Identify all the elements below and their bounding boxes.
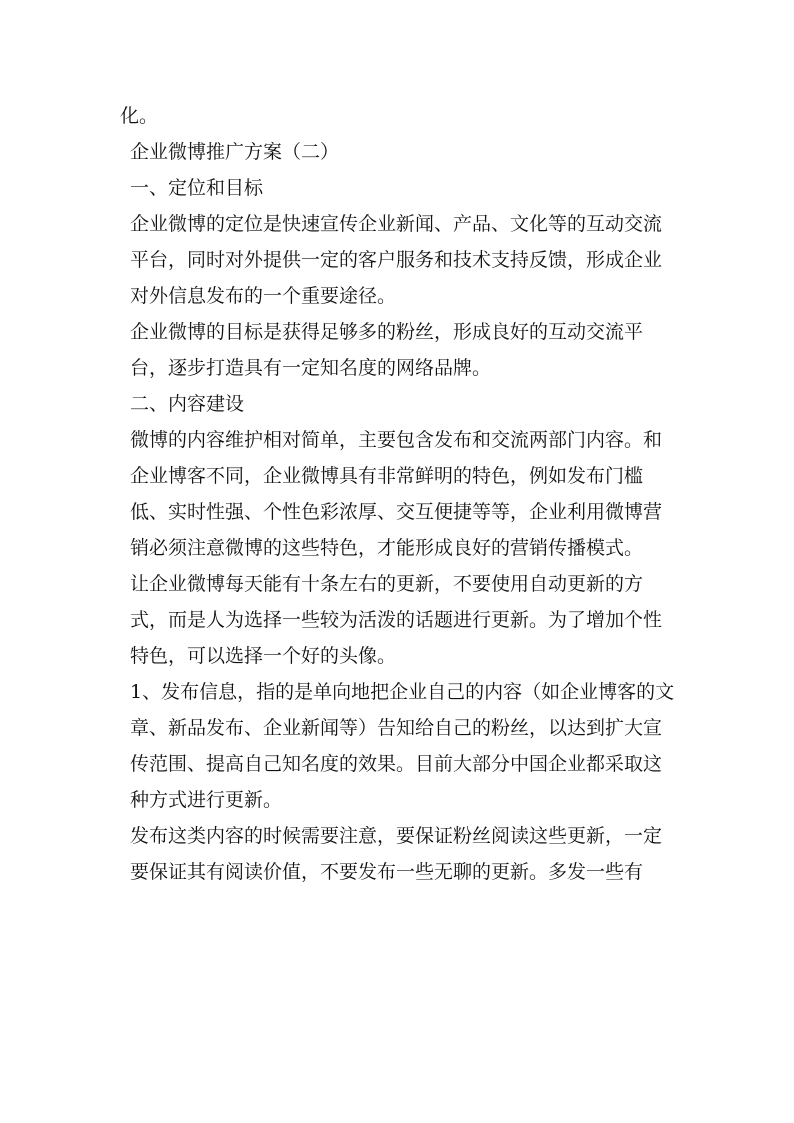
paragraph-goal: 企业微博的目标是获得足够多的粉丝，形成良好的互动交流平台，逐步打造具有一定知名度的网络品牌。 — [130, 321, 644, 379]
paragraph-publish-notes: 发布这类内容的时候需要注意，要保证粉丝阅读这些更新，一定要保证其有阅读价值，不要发布一些无聊的更新。多发一些有 — [130, 825, 663, 883]
paragraph-continuation: 化。 — [120, 105, 159, 127]
section-heading-content: 二、内容建设 — [130, 393, 245, 415]
document-body — [120, 98, 680, 890]
section-heading-plan: 企业微博推广方案（二） — [130, 141, 340, 163]
paragraph-content-maintenance: 微博的内容维护相对简单，主要包含发布和交流两部门内容。和企业博客不同，企业微博具有非常鲜明的特色，例如发布门槛低、实时性强、个性色彩浓厚、交互便捷等等，企业利用微博营销必须注意微博的这些特色，才能形成良好的营销传播模式。 — [130, 429, 663, 559]
section-heading-positioning: 一、定位和目标 — [130, 177, 264, 199]
paragraph-update-frequency: 让企业微博每天能有十条左右的更新，不要使用自动更新的方式，而是人为选择一些较为活泼的话题进行更新。为了增加个性特色，可以选择一个好的头像。 — [130, 573, 663, 667]
paragraph-publish-info: 1、发布信息，指的是单向地把企业自己的内容（如企业博客的文章、新品发布、企业新闻等）告知给自己的粉丝，以达到扩大宣传范围、提高自己知名度的效果。目前大部分中国企业都采取这种方式进行更新。 — [130, 681, 675, 811]
paragraph-positioning: 企业微博的定位是快速宣传企业新闻、产品、文化等的互动交流平台，同时对外提供一定的客户服务和技术支持反馈，形成企业对外信息发布的一个重要途径。 — [130, 213, 663, 307]
